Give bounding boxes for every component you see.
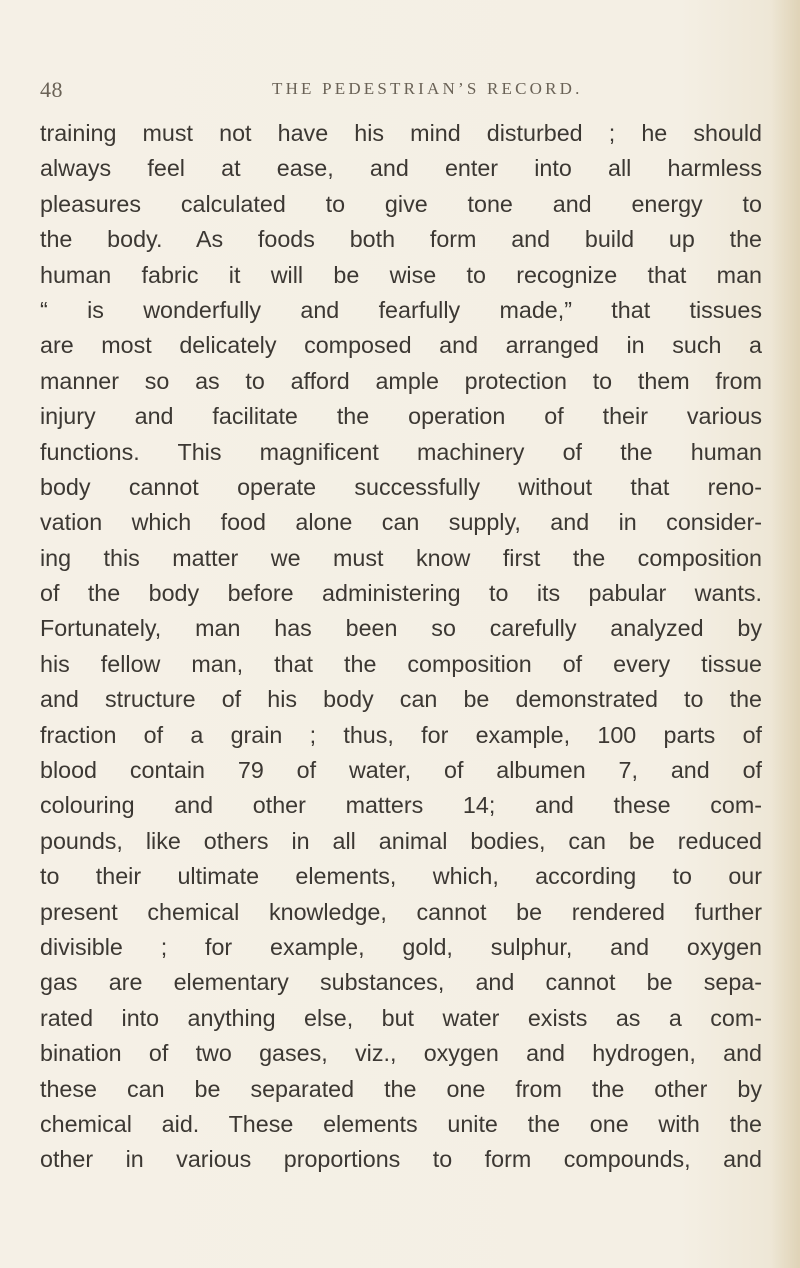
text-line: Fortunately, man has been so carefully analyzed by — [40, 615, 762, 642]
text-line: vation which food alone can supply, and in consider- — [40, 509, 762, 536]
text-line: bination of two gases, viz., oxygen and hydrogen, and — [40, 1040, 762, 1067]
text-line: pleasures calculated to give tone and energy to — [40, 190, 762, 217]
text-line: fraction of a grain ; thus, for example, 100 parts of — [40, 721, 762, 748]
text-line: blood contain 79 of water, of albumen 7, and of — [40, 757, 762, 784]
page-header — [40, 77, 760, 107]
text-line: his fellow man, that the composition of every tissue — [40, 650, 762, 677]
text-line: always feel at ease, and enter into all harmless — [40, 155, 762, 182]
text-line: manner so as to afford ample protection to them from — [40, 367, 762, 394]
running-title: THE PEDESTRIAN’S RECORD. — [272, 79, 583, 98]
text-line: pounds, like others in all animal bodies, can be reduced — [40, 827, 762, 854]
text-line: present chemical knowledge, cannot be rendered further — [40, 898, 762, 925]
text-line: injury and facilitate the operation of their various — [40, 403, 762, 430]
text-line: gas are elementary substances, and cannot be sepa- — [40, 969, 762, 996]
text-line: human fabric it will be wise to recognize that man — [40, 261, 762, 288]
text-line: other in various proportions to form compounds, and — [40, 1146, 762, 1173]
text-line: colouring and other matters 14; and these com- — [40, 792, 762, 819]
body-text — [40, 116, 762, 1178]
text-line: and structure of his body can be demonstrated to the — [40, 686, 762, 713]
text-line: the body. As foods both form and build up the — [40, 226, 762, 253]
text-line: are most delicately composed and arranged in such a — [40, 332, 762, 359]
page-number: 48 — [40, 77, 63, 102]
page-edge-shadow — [770, 0, 800, 1268]
text-line: of the body before administering to its pabular wants. — [40, 580, 762, 607]
text-line: body cannot operate successfully without that reno- — [40, 473, 762, 500]
text-line: rated into anything else, but water exists as a com- — [40, 1004, 762, 1031]
text-line: functions. This magnificent machinery of the human — [40, 438, 762, 465]
text-line: ing this matter we must know first the composition — [40, 544, 762, 571]
text-line: to their ultimate elements, which, according to our — [40, 863, 762, 890]
text-line: “ is wonderfully and fearfully made,” that tissues — [40, 296, 762, 323]
text-line: chemical aid. These elements unite the one with the — [40, 1110, 762, 1137]
text-line: divisible ; for example, gold, sulphur, and oxygen — [40, 933, 762, 960]
text-line: these can be separated the one from the other by — [40, 1075, 762, 1102]
text-line: training must not have his mind disturbed ; he should — [40, 120, 762, 146]
